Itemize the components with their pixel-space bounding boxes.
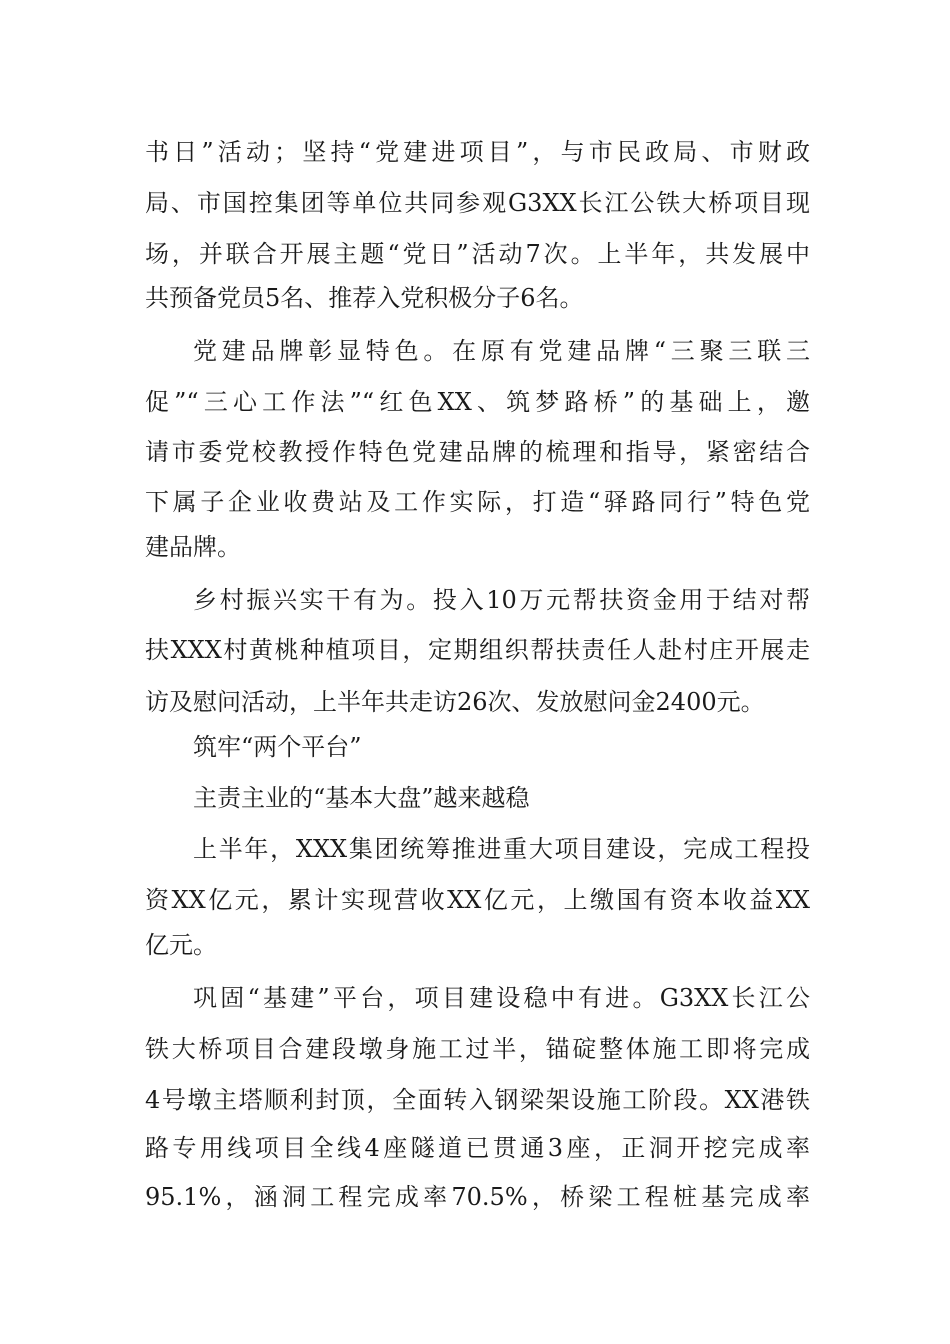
paragraph-line: 4号墩主塔顺利封顶，全面转入钢梁架设施工阶段。XX港铁	[145, 1086, 810, 1114]
paragraph-line: 扶XXX村黄桃种植项目，定期组织帮扶责任人赴村庄开展走	[145, 636, 810, 664]
paragraph-line: 党建品牌彰显特色。在原有党建品牌“三聚三联三	[193, 337, 810, 365]
paragraph-line: 建品牌。	[145, 533, 241, 561]
paragraph-line: 亿元。	[145, 931, 217, 959]
paragraph-line: 巩固“基建”平台，项目建设稳中有进。G3XX长江公	[193, 984, 810, 1012]
paragraph-line: 书日”活动；坚持“党建进项目”，与市民政局、市财政	[145, 138, 810, 166]
paragraph-line: 铁大桥项目合建段墩身施工过半，锚碇整体施工即将完成	[145, 1035, 810, 1063]
paragraph-line: 路专用线项目全线4座隧道已贯通3座，正洞开挖完成率	[145, 1134, 810, 1162]
paragraph-line: 下属子企业收费站及工作实际，打造“驿路同行”特色党	[145, 488, 810, 516]
paragraph-line: 资XX亿元，累计实现营收XX亿元，上缴国有资本收益XX	[145, 886, 810, 914]
paragraph-line: 共预备党员5名、推荐入党积极分子6名。	[145, 284, 584, 312]
paragraph-line: 场，并联合开展主题“党日”活动7次。上半年，共发展中	[145, 240, 810, 268]
paragraph-line: 请市委党校教授作特色党建品牌的梳理和指导，紧密结合	[145, 438, 810, 466]
section-heading: 筑牢“两个平台”	[193, 733, 362, 761]
paragraph-line: 乡村振兴实干有为。投入10万元帮扶资金用于结对帮	[193, 586, 810, 614]
paragraph-line: 局、市国控集团等单位共同参观G3XX长江公铁大桥项目现	[145, 189, 810, 217]
paragraph-line: 95.1%，涵洞工程完成率70.5%，桥梁工程桩基完成率	[145, 1183, 810, 1211]
paragraph-line: 访及慰问活动，上半年共走访26次、发放慰问金2400元。	[145, 688, 765, 716]
paragraph-line: 促”“三心工作法”“红色XX、筑梦路桥”的基础上，邀	[145, 388, 810, 416]
paragraph-line: 上半年，XXX集团统筹推进重大项目建设，完成工程投	[193, 835, 810, 863]
section-heading: 主责主业的“基本大盘”越来越稳	[193, 784, 530, 812]
